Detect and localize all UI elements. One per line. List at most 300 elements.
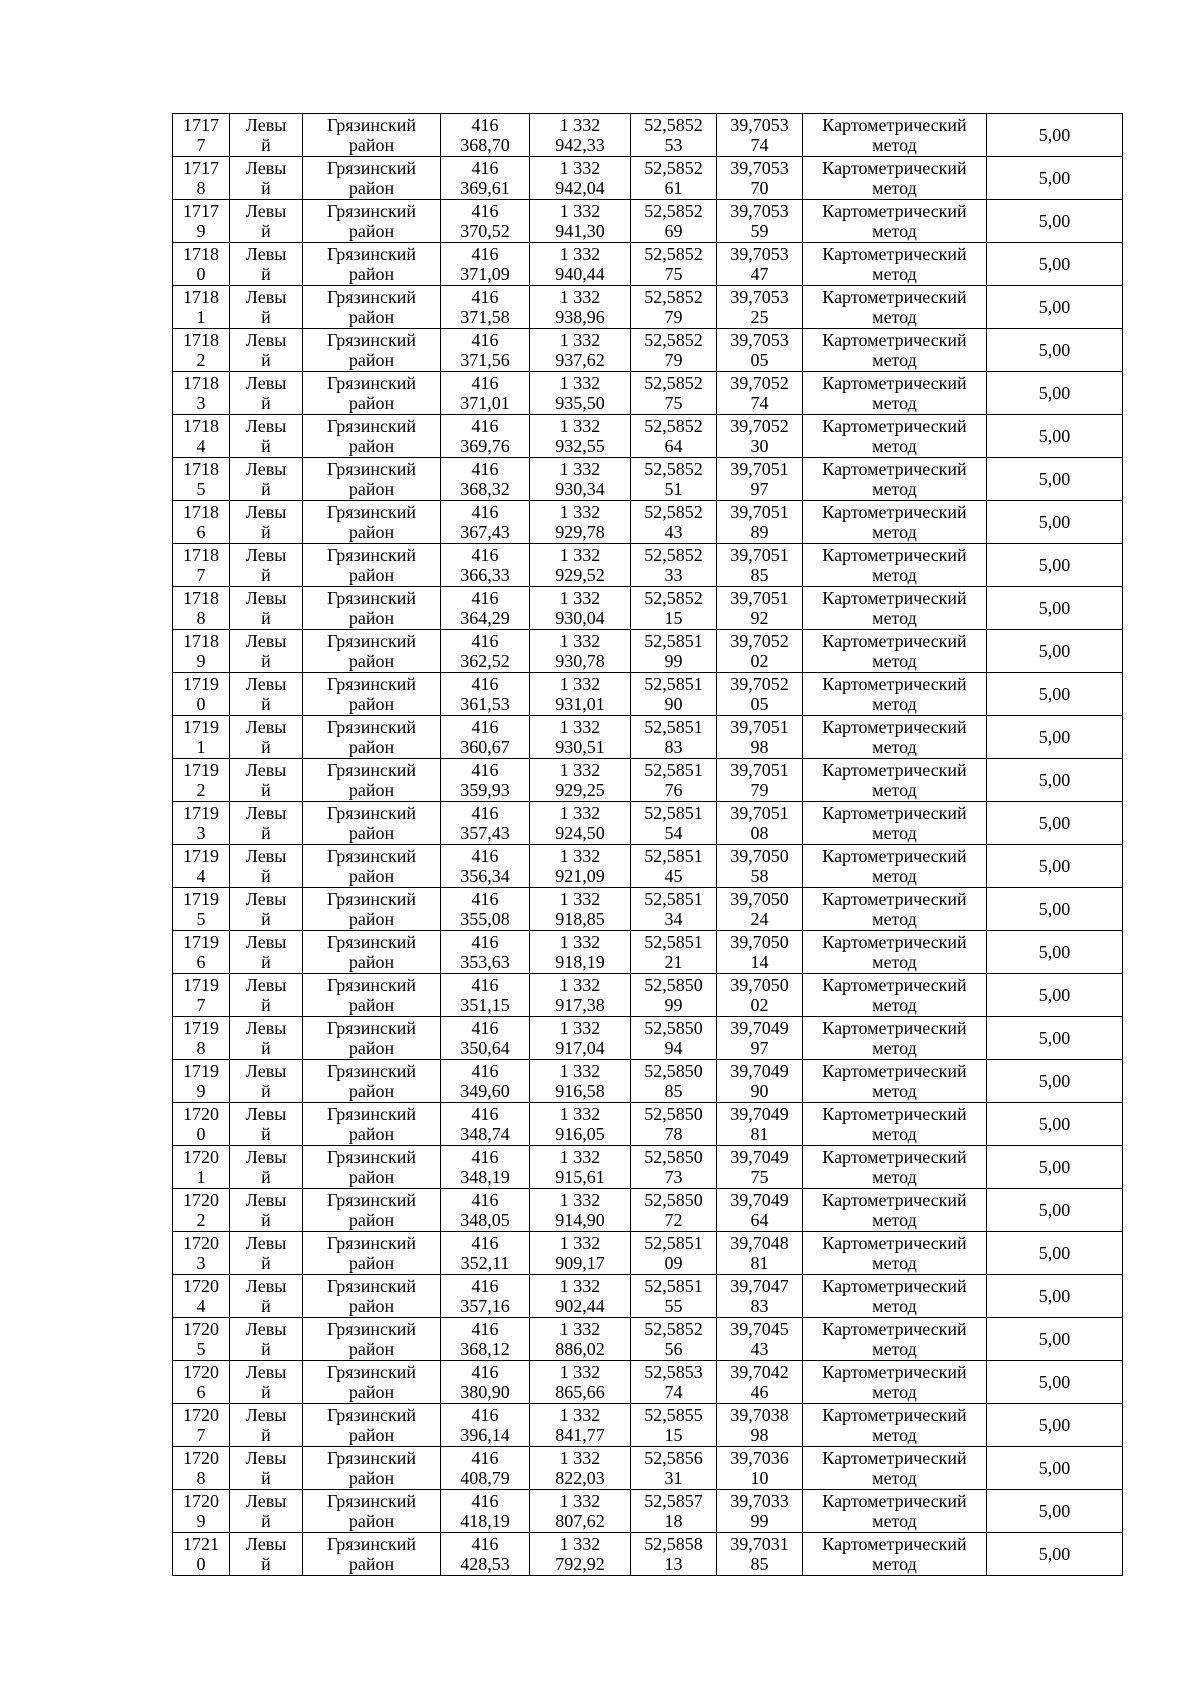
method-cell-line: метод	[872, 221, 917, 241]
y-coordinate-cell	[530, 1060, 631, 1103]
accuracy-cell: 5,00	[987, 1318, 1123, 1361]
bank-side-cell-line: Левы	[245, 889, 287, 909]
latitude-cell-line: 52,5852	[644, 588, 703, 608]
bank-side-cell-line: Левы	[245, 158, 287, 178]
longitude-cell-line: 39,7052	[730, 416, 789, 436]
bank-side-cell-line: й	[261, 479, 271, 499]
x-coordinate-cell-line: 416	[471, 1319, 499, 1339]
point-number-cell-line: 9	[196, 1511, 206, 1531]
y-coordinate-cell-line: 916,05	[555, 1124, 605, 1144]
point-number-cell	[173, 759, 230, 802]
latitude-cell-line: 55	[664, 1296, 683, 1316]
bank-side-cell	[230, 372, 303, 415]
y-coordinate-cell-line: 932,55	[555, 436, 605, 456]
x-coordinate-cell-line: 371,58	[460, 307, 510, 327]
latitude-cell-line: 74	[664, 1382, 683, 1402]
longitude-cell	[717, 157, 803, 200]
y-coordinate-cell	[530, 372, 631, 415]
method-cell-line: метод	[872, 952, 917, 972]
latitude-cell	[631, 1318, 717, 1361]
table-row	[173, 1189, 1123, 1232]
x-coordinate-cell-line: 369,76	[460, 436, 510, 456]
bank-side-cell	[230, 587, 303, 630]
latitude-cell-line: 52,5852	[644, 158, 703, 178]
x-coordinate-cell-line: 416	[471, 1104, 499, 1124]
district-cell-line: район	[348, 436, 395, 456]
district-cell-line: район	[348, 866, 395, 886]
longitude-cell	[717, 372, 803, 415]
district-cell-line: Грязинский	[327, 1362, 416, 1382]
method-cell-line: Картометрический	[822, 1233, 967, 1253]
longitude-cell-line: 58	[750, 866, 769, 886]
table-row	[173, 1490, 1123, 1533]
x-coordinate-cell-line: 371,09	[460, 264, 510, 284]
x-coordinate-cell-line: 416	[471, 1233, 499, 1253]
point-number-cell	[173, 630, 230, 673]
latitude-cell-line: 52,5855	[644, 1405, 703, 1425]
district-cell-line: Грязинский	[327, 1319, 416, 1339]
district-cell-line: Грязинский	[327, 588, 416, 608]
x-coordinate-cell-line: 416	[471, 1190, 499, 1210]
longitude-cell-line: 90	[750, 1081, 769, 1101]
method-cell-line: метод	[872, 135, 917, 155]
longitude-cell-line: 75	[750, 1167, 769, 1187]
latitude-cell-line: 61	[664, 178, 683, 198]
method-cell	[803, 673, 987, 716]
table-row	[173, 329, 1123, 372]
longitude-cell-line: 39,7050	[730, 975, 789, 995]
longitude-cell-line: 85	[750, 1554, 769, 1574]
bank-side-cell	[230, 415, 303, 458]
method-cell	[803, 1017, 987, 1060]
latitude-cell-line: 52,5850	[644, 1190, 703, 1210]
point-number-cell-line: 6	[196, 952, 206, 972]
point-number-cell-line: 1719	[183, 1018, 219, 1038]
method-cell-line: метод	[872, 651, 917, 671]
point-number-cell-line: 5	[196, 909, 206, 929]
latitude-cell	[631, 286, 717, 329]
y-coordinate-cell	[530, 974, 631, 1017]
bank-side-cell-line: Левы	[245, 1362, 287, 1382]
district-cell-line: район	[348, 780, 395, 800]
method-cell-line: метод	[872, 307, 917, 327]
longitude-cell-line: 39,7053	[730, 244, 789, 264]
point-number-cell-line: 8	[196, 178, 206, 198]
accuracy-cell: 5,00	[987, 1533, 1123, 1576]
longitude-cell-line: 79	[750, 780, 769, 800]
x-coordinate-cell-line: 352,11	[460, 1253, 510, 1273]
method-cell-line: метод	[872, 737, 917, 757]
bank-side-cell	[230, 544, 303, 587]
y-coordinate-cell-line: 1 332	[559, 1319, 601, 1339]
latitude-cell-line: 13	[664, 1554, 683, 1574]
latitude-cell-line: 43	[664, 522, 683, 542]
y-coordinate-cell-line: 918,19	[555, 952, 605, 972]
point-number-cell-line: 1718	[183, 287, 219, 307]
longitude-cell	[717, 931, 803, 974]
district-cell-line: район	[348, 393, 395, 413]
x-coordinate-cell-line: 416	[471, 889, 499, 909]
method-cell-line: Картометрический	[822, 330, 967, 350]
district-cell	[303, 1490, 441, 1533]
x-coordinate-cell-line: 428,53	[460, 1554, 510, 1574]
method-cell-line: метод	[872, 1425, 917, 1445]
bank-side-cell-line: й	[261, 694, 271, 714]
latitude-cell-line: 85	[664, 1081, 683, 1101]
district-cell-line: район	[348, 1554, 395, 1574]
x-coordinate-cell	[441, 157, 530, 200]
district-cell-line: район	[348, 135, 395, 155]
longitude-cell-line: 39,7049	[730, 1104, 789, 1124]
x-coordinate-cell-line: 416	[471, 373, 499, 393]
bank-side-cell-line: й	[261, 1339, 271, 1359]
bank-side-cell	[230, 458, 303, 501]
y-coordinate-cell-line: 1 332	[559, 1018, 601, 1038]
x-coordinate-cell-line: 371,56	[460, 350, 510, 370]
latitude-cell	[631, 1017, 717, 1060]
latitude-cell	[631, 1361, 717, 1404]
x-coordinate-cell	[441, 200, 530, 243]
bank-side-cell	[230, 1318, 303, 1361]
x-coordinate-cell	[441, 1447, 530, 1490]
y-coordinate-cell	[530, 200, 631, 243]
method-cell	[803, 1060, 987, 1103]
latitude-cell-line: 75	[664, 264, 683, 284]
table-row	[173, 544, 1123, 587]
longitude-cell	[717, 587, 803, 630]
x-coordinate-cell	[441, 114, 530, 157]
y-coordinate-cell-line: 841,77	[555, 1425, 605, 1445]
x-coordinate-cell-line: 416	[471, 588, 499, 608]
point-number-cell-line: 7	[196, 1425, 206, 1445]
point-number-cell	[173, 587, 230, 630]
bank-side-cell-line: й	[261, 565, 271, 585]
bank-side-cell-line: Левы	[245, 330, 287, 350]
method-cell-line: Картометрический	[822, 244, 967, 264]
longitude-cell	[717, 759, 803, 802]
x-coordinate-cell	[441, 630, 530, 673]
point-number-cell-line: 5	[196, 1339, 206, 1359]
longitude-cell-line: 74	[750, 135, 769, 155]
table-row	[173, 1275, 1123, 1318]
bank-side-cell-line: Левы	[245, 287, 287, 307]
method-cell-line: метод	[872, 479, 917, 499]
y-coordinate-cell	[530, 1447, 631, 1490]
longitude-cell-line: 70	[750, 178, 769, 198]
district-cell-line: Грязинский	[327, 1104, 416, 1124]
accuracy-cell: 5,00	[987, 1189, 1123, 1232]
district-cell	[303, 630, 441, 673]
latitude-cell-line: 52,5851	[644, 717, 703, 737]
method-cell-line: метод	[872, 1167, 917, 1187]
point-number-cell-line: 2	[196, 1210, 206, 1230]
point-number-cell-line: 8	[196, 1468, 206, 1488]
bank-side-cell	[230, 286, 303, 329]
bank-side-cell-line: й	[261, 1167, 271, 1187]
y-coordinate-cell	[530, 114, 631, 157]
point-number-cell	[173, 1275, 230, 1318]
y-coordinate-cell-line: 929,25	[555, 780, 605, 800]
district-cell-line: Грязинский	[327, 1233, 416, 1253]
y-coordinate-cell-line: 865,66	[555, 1382, 605, 1402]
method-cell-line: Картометрический	[822, 1491, 967, 1511]
point-number-cell-line: 1719	[183, 1061, 219, 1081]
point-number-cell	[173, 1490, 230, 1533]
x-coordinate-cell-line: 364,29	[460, 608, 510, 628]
longitude-cell	[717, 501, 803, 544]
longitude-cell-line: 81	[750, 1253, 769, 1273]
x-coordinate-cell-line: 351,15	[460, 995, 510, 1015]
bank-side-cell-line: Левы	[245, 631, 287, 651]
latitude-cell-line: 52,5852	[644, 244, 703, 264]
method-cell-line: Картометрический	[822, 1534, 967, 1554]
point-number-cell-line: 1718	[183, 244, 219, 264]
point-number-cell-line: 1718	[183, 330, 219, 350]
longitude-cell	[717, 1533, 803, 1576]
point-number-cell-line: 1720	[183, 1233, 219, 1253]
longitude-cell	[717, 329, 803, 372]
point-number-cell-line: 1717	[183, 201, 219, 221]
latitude-cell-line: 52,5852	[644, 373, 703, 393]
bank-side-cell-line: й	[261, 823, 271, 843]
district-cell-line: район	[348, 1511, 395, 1531]
longitude-cell-line: 30	[750, 436, 769, 456]
bank-side-cell-line: й	[261, 264, 271, 284]
longitude-cell-line: 39,7050	[730, 932, 789, 952]
method-cell	[803, 845, 987, 888]
latitude-cell	[631, 802, 717, 845]
y-coordinate-cell-line: 1 332	[559, 1491, 601, 1511]
accuracy-cell: 5,00	[987, 286, 1123, 329]
method-cell-line: Картометрический	[822, 1061, 967, 1081]
bank-side-cell-line: й	[261, 608, 271, 628]
point-number-cell-line: 1717	[183, 158, 219, 178]
y-coordinate-cell-line: 1 332	[559, 1405, 601, 1425]
y-coordinate-cell	[530, 1232, 631, 1275]
y-coordinate-cell	[530, 1361, 631, 1404]
point-number-cell-line: 1720	[183, 1190, 219, 1210]
accuracy-cell: 5,00	[987, 1017, 1123, 1060]
x-coordinate-cell-line: 359,93	[460, 780, 510, 800]
bank-side-cell-line: Левы	[245, 1491, 287, 1511]
x-coordinate-cell-line: 353,63	[460, 952, 510, 972]
district-cell	[303, 931, 441, 974]
y-coordinate-cell-line: 941,30	[555, 221, 605, 241]
x-coordinate-cell	[441, 329, 530, 372]
longitude-cell-line: 92	[750, 608, 769, 628]
accuracy-cell: 5,00	[987, 759, 1123, 802]
latitude-cell-line: 52,5852	[644, 545, 703, 565]
x-coordinate-cell-line: 349,60	[460, 1081, 510, 1101]
point-number-cell-line: 1720	[183, 1362, 219, 1382]
point-number-cell	[173, 802, 230, 845]
point-number-cell-line: 1719	[183, 975, 219, 995]
point-number-cell-line: 0	[196, 1124, 206, 1144]
method-cell-line: метод	[872, 350, 917, 370]
longitude-cell-line: 39,7051	[730, 588, 789, 608]
accuracy-cell: 5,00	[987, 243, 1123, 286]
method-cell-line: метод	[872, 995, 917, 1015]
method-cell-line: метод	[872, 1382, 917, 1402]
accuracy-cell: 5,00	[987, 673, 1123, 716]
longitude-cell	[717, 1275, 803, 1318]
longitude-cell	[717, 114, 803, 157]
longitude-cell-line: 99	[750, 1511, 769, 1531]
district-cell	[303, 1404, 441, 1447]
district-cell-line: район	[348, 1425, 395, 1445]
district-cell-line: Грязинский	[327, 373, 416, 393]
district-cell-line: район	[348, 1081, 395, 1101]
accuracy-cell: 5,00	[987, 1447, 1123, 1490]
point-number-cell-line: 1718	[183, 545, 219, 565]
bank-side-cell	[230, 1232, 303, 1275]
x-coordinate-cell-line: 416	[471, 1534, 499, 1554]
method-cell	[803, 243, 987, 286]
y-coordinate-cell-line: 930,34	[555, 479, 605, 499]
district-cell	[303, 845, 441, 888]
point-number-cell-line: 1720	[183, 1448, 219, 1468]
longitude-cell	[717, 1189, 803, 1232]
x-coordinate-cell-line: 348,19	[460, 1167, 510, 1187]
y-coordinate-cell-line: 942,33	[555, 135, 605, 155]
bank-side-cell	[230, 1189, 303, 1232]
method-cell-line: метод	[872, 1210, 917, 1230]
x-coordinate-cell	[441, 243, 530, 286]
district-cell-line: район	[348, 565, 395, 585]
longitude-cell-line: 39,7050	[730, 889, 789, 909]
latitude-cell	[631, 716, 717, 759]
y-coordinate-cell-line: 938,96	[555, 307, 605, 327]
method-cell-line: Картометрический	[822, 287, 967, 307]
point-number-cell-line: 1719	[183, 889, 219, 909]
y-coordinate-cell-line: 930,51	[555, 737, 605, 757]
y-coordinate-cell	[530, 587, 631, 630]
district-cell	[303, 415, 441, 458]
y-coordinate-cell-line: 931,01	[555, 694, 605, 714]
table-row	[173, 673, 1123, 716]
method-cell	[803, 1361, 987, 1404]
longitude-cell-line: 39,7051	[730, 502, 789, 522]
method-cell-line: метод	[872, 178, 917, 198]
x-coordinate-cell-line: 368,70	[460, 135, 510, 155]
method-cell	[803, 974, 987, 1017]
longitude-cell-line: 83	[750, 1296, 769, 1316]
district-cell-line: район	[348, 995, 395, 1015]
table-row	[173, 630, 1123, 673]
district-cell-line: Грязинский	[327, 244, 416, 264]
longitude-cell	[717, 716, 803, 759]
longitude-cell-line: 97	[750, 1038, 769, 1058]
accuracy-cell: 5,00	[987, 1232, 1123, 1275]
latitude-cell-line: 79	[664, 307, 683, 327]
bank-side-cell-line: Левы	[245, 846, 287, 866]
bank-side-cell-line: Левы	[245, 1448, 287, 1468]
y-coordinate-cell-line: 1 332	[559, 803, 601, 823]
y-coordinate-cell-line: 1 332	[559, 1104, 601, 1124]
point-number-cell	[173, 114, 230, 157]
bank-side-cell-line: й	[261, 995, 271, 1015]
bank-side-cell-line: Левы	[245, 760, 287, 780]
x-coordinate-cell	[441, 1361, 530, 1404]
method-cell	[803, 157, 987, 200]
method-cell	[803, 544, 987, 587]
method-cell-line: метод	[872, 1554, 917, 1574]
latitude-cell-line: 34	[664, 909, 683, 929]
x-coordinate-cell-line: 408,79	[460, 1468, 510, 1488]
district-cell-line: Грязинский	[327, 760, 416, 780]
longitude-cell-line: 81	[750, 1124, 769, 1144]
y-coordinate-cell-line: 1 332	[559, 459, 601, 479]
y-coordinate-cell-line: 917,38	[555, 995, 605, 1015]
x-coordinate-cell-line: 367,43	[460, 522, 510, 542]
bank-side-cell-line: й	[261, 221, 271, 241]
district-cell	[303, 501, 441, 544]
x-coordinate-cell	[441, 759, 530, 802]
bank-side-cell-line: Левы	[245, 932, 287, 952]
district-cell-line: район	[348, 952, 395, 972]
method-cell	[803, 1404, 987, 1447]
table-row	[173, 974, 1123, 1017]
point-number-cell	[173, 200, 230, 243]
y-coordinate-cell	[530, 544, 631, 587]
x-coordinate-cell-line: 416	[471, 1448, 499, 1468]
latitude-cell-line: 18	[664, 1511, 683, 1531]
x-coordinate-cell-line: 416	[471, 158, 499, 178]
point-number-cell-line: 0	[196, 694, 206, 714]
point-number-cell-line: 1	[196, 737, 206, 757]
method-cell-line: метод	[872, 1296, 917, 1316]
x-coordinate-cell-line: 348,05	[460, 1210, 510, 1230]
bank-side-cell-line: й	[261, 651, 271, 671]
x-coordinate-cell	[441, 931, 530, 974]
method-cell	[803, 1318, 987, 1361]
accuracy-cell: 5,00	[987, 716, 1123, 759]
latitude-cell	[631, 974, 717, 1017]
longitude-cell-line: 39,7053	[730, 287, 789, 307]
longitude-cell-line: 39,7048	[730, 1233, 789, 1253]
district-cell-line: Грязинский	[327, 115, 416, 135]
district-cell	[303, 1189, 441, 1232]
point-number-cell	[173, 544, 230, 587]
point-number-cell	[173, 1232, 230, 1275]
y-coordinate-cell	[530, 802, 631, 845]
latitude-cell	[631, 630, 717, 673]
district-cell-line: район	[348, 1253, 395, 1273]
longitude-cell	[717, 286, 803, 329]
point-number-cell-line: 1	[196, 307, 206, 327]
table-row	[173, 587, 1123, 630]
y-coordinate-cell-line: 1 332	[559, 1061, 601, 1081]
point-number-cell	[173, 974, 230, 1017]
district-cell-line: Грязинский	[327, 889, 416, 909]
district-cell-line: Грязинский	[327, 1491, 416, 1511]
y-coordinate-cell-line: 915,61	[555, 1167, 605, 1187]
longitude-cell-line: 08	[750, 823, 769, 843]
x-coordinate-cell	[441, 458, 530, 501]
longitude-cell-line: 39,7053	[730, 115, 789, 135]
longitude-cell-line: 39,7042	[730, 1362, 789, 1382]
x-coordinate-cell-line: 357,16	[460, 1296, 510, 1316]
table-row	[173, 1447, 1123, 1490]
latitude-cell	[631, 1060, 717, 1103]
point-number-cell-line: 4	[196, 436, 206, 456]
bank-side-cell	[230, 1533, 303, 1576]
latitude-cell	[631, 329, 717, 372]
bank-side-cell-line: й	[261, 522, 271, 542]
x-coordinate-cell	[441, 716, 530, 759]
method-cell	[803, 587, 987, 630]
x-coordinate-cell-line: 416	[471, 1061, 499, 1081]
